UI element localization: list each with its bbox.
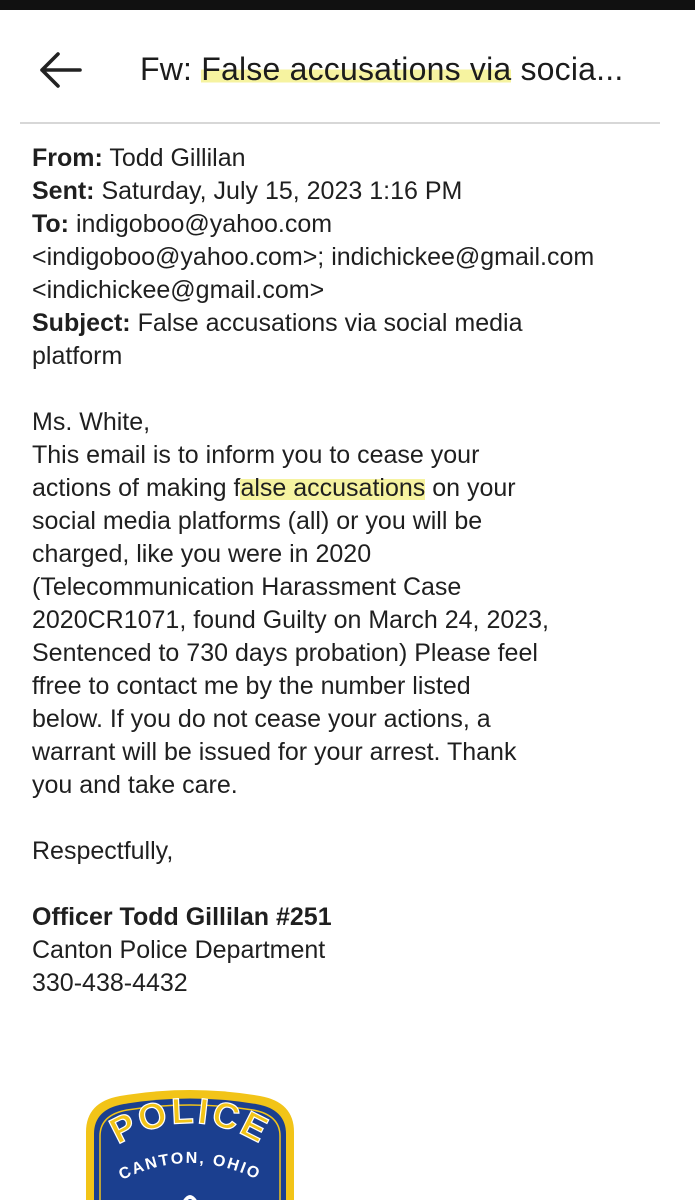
body-line: you and take care. [32,771,238,799]
sent-label: Sent: [32,177,95,205]
header-divider [20,122,660,124]
to-label: To: [32,210,70,238]
body-line: 2020CR1071, found Guilty on March 24, 2023, [32,606,550,634]
title-suffix: socia... [511,51,624,87]
email-title [140,46,680,92]
closing: Respectfully, [32,837,174,865]
sent-line [32,175,682,208]
body-line: (Telecommunication Harassment Case [32,573,462,601]
to-value-1[interactable]: indigoboo@yahoo.com [75,210,333,238]
subject-label: Subject: [32,309,131,337]
greeting: Ms. White, [32,408,151,436]
sent-value: Saturday, July 15, 2023 1:16 PM [101,177,463,205]
spacer [32,802,682,835]
to-line [32,208,682,241]
subject-line-2: platform [32,342,123,370]
status-bar-strip [0,0,695,10]
body-line [32,472,682,505]
email-content [32,142,682,1000]
to-line-2[interactable]: <indigoboo@yahoo.com>; indichickee@gmail.com [32,243,595,271]
body-line: social media platforms (all) or you will be [32,507,483,535]
spacer [32,373,682,406]
body-line: charged, like you were in 2020 [32,540,372,568]
body-line: below. If you do not cease your actions, a [32,705,491,733]
subject-value: False accusations via social media [137,309,523,337]
from-line [32,142,682,175]
body-line: warrant will be issued for your arrest. Thank [32,738,517,766]
back-button[interactable] [30,40,90,100]
from-value: Todd Gillilan [109,144,246,172]
arrow-left-icon [36,50,84,90]
badge-top-text: POLICE [102,1089,278,1152]
police-badge-icon [80,1088,300,1200]
body-line: ffree to contact me by the number listed [32,672,471,700]
body-text: on your [425,474,516,502]
to-line-3[interactable]: <indichickee@gmail.com> [32,276,325,304]
from-label: From: [32,144,103,172]
body-highlight: alse accusations [240,474,426,502]
spacer [32,868,682,901]
body-text: actions of making f [32,474,241,502]
badge-bottom-text: CANTON, OHIO [116,1149,264,1184]
signature-department: Canton Police Department [32,936,326,964]
app-bar [0,10,695,122]
title-prefix: Fw: [140,51,202,87]
body-line: This email is to inform you to cease your [32,441,480,469]
signature-phone[interactable]: 330-438-4432 [32,969,188,997]
signature-name: Officer Todd Gillilan #251 [32,903,332,931]
subject-line [32,307,682,340]
body-line: Sentenced to 730 days probation) Please feel [32,639,538,667]
title-highlight: False accusations via [201,51,512,87]
police-badge-logo [80,1088,300,1200]
